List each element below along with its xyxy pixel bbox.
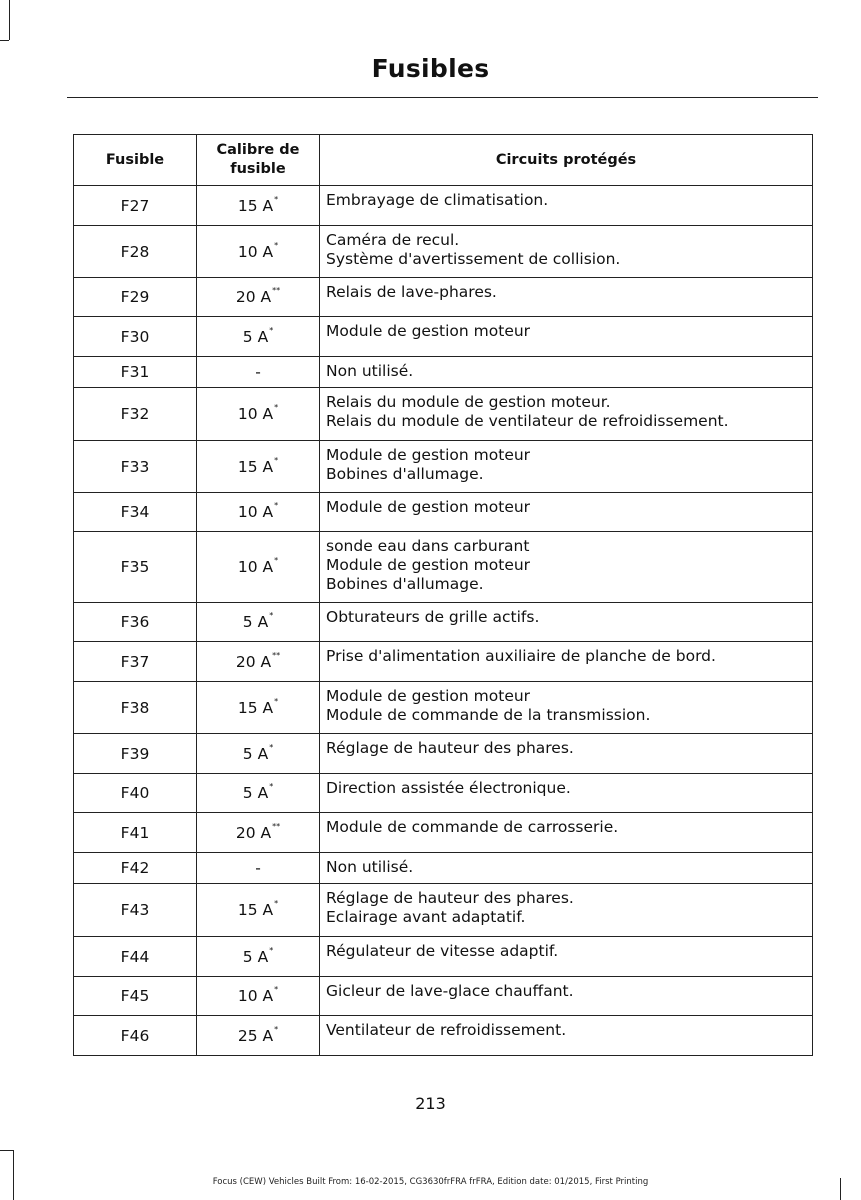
fuse-id: F42 xyxy=(74,853,197,884)
rating-footnote-mark: * xyxy=(274,556,279,565)
fuse-id: F41 xyxy=(74,813,197,853)
crop-mark-top-left xyxy=(9,0,10,40)
crop-mark-top-left xyxy=(0,40,9,41)
fuse-rating: 15 A xyxy=(237,196,274,215)
fuse-rating-cell xyxy=(197,937,320,977)
fuse-rating: 10 A xyxy=(237,987,274,1005)
protected-circuits: Module de commande de carrosserie. xyxy=(320,813,813,853)
table-row xyxy=(74,884,813,937)
table-row xyxy=(74,226,813,278)
fuse-id: F27 xyxy=(74,186,197,226)
crop-mark-bottom-left xyxy=(13,1150,14,1200)
fuse-id: F36 xyxy=(74,603,197,642)
protected-circuits: Non utilisé. xyxy=(320,357,813,388)
fuse-rating-cell xyxy=(197,977,320,1016)
fuse-id: F35 xyxy=(74,532,197,603)
protected-circuits: Réglage de hauteur des phares. xyxy=(320,734,813,774)
fuse-rating: 15 A xyxy=(237,698,274,717)
table-row xyxy=(74,603,813,642)
table-row xyxy=(74,813,813,853)
fuse-rating-cell xyxy=(197,317,320,357)
fuse-rating: 20 A xyxy=(235,823,272,842)
fuse-rating: 5 A xyxy=(242,327,269,346)
fuse-id: F38 xyxy=(74,682,197,734)
fuse-rating: 20 A xyxy=(235,652,272,671)
fuse-rating-cell xyxy=(197,853,320,884)
rating-footnote-mark: * xyxy=(274,696,279,706)
fuse-id: F45 xyxy=(74,977,197,1016)
fuse-rating: 15 A xyxy=(237,457,274,476)
fuse-rating-cell xyxy=(197,186,320,226)
fuse-rating: 5 A xyxy=(242,947,269,966)
table-row xyxy=(74,734,813,774)
protected-circuits: Module de gestion moteur Module de commande de la transmission. xyxy=(320,682,813,734)
rating-footnote-mark: * xyxy=(274,1024,279,1034)
table-row xyxy=(74,388,813,441)
table-row xyxy=(74,441,813,493)
fuse-rating-cell xyxy=(197,682,320,734)
table-row xyxy=(74,774,813,813)
protected-circuits: Embrayage de climatisation. xyxy=(320,186,813,226)
fuse-rating: - xyxy=(255,363,261,381)
rating-footnote-mark: ** xyxy=(272,650,281,660)
fuse-id: F33 xyxy=(74,441,197,493)
fuse-id: F43 xyxy=(74,884,197,937)
table-row xyxy=(74,977,813,1016)
fuse-rating: 10 A xyxy=(237,242,274,261)
fuse-rating: 5 A xyxy=(242,613,269,631)
fuse-id: F40 xyxy=(74,774,197,813)
fuse-rating-cell xyxy=(197,734,320,774)
table-row xyxy=(74,317,813,357)
rating-footnote-mark: * xyxy=(274,985,279,994)
fuse-rating: 5 A xyxy=(242,744,269,763)
rating-footnote-mark: * xyxy=(269,782,274,791)
fuse-rating-cell xyxy=(197,388,320,441)
rating-footnote-mark: * xyxy=(274,403,279,412)
protected-circuits: Ventilateur de refroidissement. xyxy=(320,1016,813,1056)
table-row xyxy=(74,493,813,532)
fuse-id: F39 xyxy=(74,734,197,774)
table-row xyxy=(74,186,813,226)
crop-mark-bottom-left xyxy=(0,1150,13,1151)
table-row xyxy=(74,937,813,977)
fuse-id: F46 xyxy=(74,1016,197,1056)
fuse-rating: 20 A xyxy=(235,288,272,306)
header-circuits: Circuits protégés xyxy=(320,135,813,186)
fuse-rating-cell xyxy=(197,813,320,853)
protected-circuits: Régulateur de vitesse adaptif. xyxy=(320,937,813,977)
page-title: Fusibles xyxy=(371,54,490,83)
fuse-id: F29 xyxy=(74,278,197,317)
fuse-id: F32 xyxy=(74,388,197,441)
fuse-rating-cell xyxy=(197,884,320,937)
footer-text: Focus (CEW) Vehicles Built From: 16-02-2015, CG3630frFRA frFRA, Edition date: 01/2015, First Printing xyxy=(212,1177,649,1187)
protected-circuits: Module de gestion moteur Bobines d'allumage. xyxy=(320,441,813,493)
fuse-id: F28 xyxy=(74,226,197,278)
rating-footnote-mark: * xyxy=(274,194,279,204)
fuse-table xyxy=(73,134,813,1056)
protected-circuits: Module de gestion moteur xyxy=(320,317,813,357)
fuse-rating-cell xyxy=(197,278,320,317)
protected-circuits: Obturateurs de grille actifs. xyxy=(320,603,813,642)
rating-footnote-mark: ** xyxy=(272,821,281,831)
fuse-rating-cell xyxy=(197,642,320,682)
fuse-rating: 10 A xyxy=(237,503,274,521)
title-divider xyxy=(67,97,818,98)
protected-circuits: Relais du module de gestion moteur. Relais du module de ventilateur de refroidissement. xyxy=(320,388,813,441)
fuse-rating-cell xyxy=(197,357,320,388)
fuse-id: F31 xyxy=(74,357,197,388)
table-row xyxy=(74,853,813,884)
rating-footnote-mark: * xyxy=(274,455,279,465)
header-rating: Calibre de fusible xyxy=(197,135,320,186)
fuse-rating-cell xyxy=(197,603,320,642)
protected-circuits: Réglage de hauteur des phares. Eclairage avant adaptatif. xyxy=(320,884,813,937)
fuse-rating-cell xyxy=(197,226,320,278)
fuse-rating-cell xyxy=(197,532,320,603)
fuse-id: F44 xyxy=(74,937,197,977)
table-header-row xyxy=(74,135,813,186)
fuse-rating-cell xyxy=(197,1016,320,1056)
page-number: 213 xyxy=(415,1094,446,1113)
fuse-rating: 25 A xyxy=(237,1026,274,1045)
rating-footnote-mark: * xyxy=(274,899,279,908)
table-row xyxy=(74,682,813,734)
protected-circuits: Direction assistée électronique. xyxy=(320,774,813,813)
rating-footnote-mark: * xyxy=(269,742,274,752)
protected-circuits: Caméra de recul. Système d'avertissement de collision. xyxy=(320,226,813,278)
fuse-table-body xyxy=(74,186,813,1056)
rating-footnote-mark: * xyxy=(269,325,274,335)
rating-footnote-mark: ** xyxy=(272,286,281,295)
protected-circuits: Non utilisé. xyxy=(320,853,813,884)
fuse-rating: 5 A xyxy=(242,784,269,802)
protected-circuits: Relais de lave-phares. xyxy=(320,278,813,317)
fuse-rating: 10 A xyxy=(237,405,274,423)
header-fuse: Fusible xyxy=(74,135,197,186)
fuse-rating-cell xyxy=(197,441,320,493)
rating-footnote-mark: * xyxy=(274,501,279,510)
rating-footnote-mark: * xyxy=(269,945,274,955)
rating-footnote-mark: * xyxy=(269,611,274,620)
fuse-rating: 10 A xyxy=(237,558,274,576)
table-row xyxy=(74,1016,813,1056)
protected-circuits: Prise d'alimentation auxiliaire de planche de bord. xyxy=(320,642,813,682)
protected-circuits: Gicleur de lave-glace chauffant. xyxy=(320,977,813,1016)
fuse-id: F37 xyxy=(74,642,197,682)
table-row xyxy=(74,532,813,603)
fuse-rating: - xyxy=(255,859,261,877)
fuse-rating-cell xyxy=(197,774,320,813)
table-row xyxy=(74,642,813,682)
protected-circuits: sonde eau dans carburant Module de gestion moteur Bobines d'allumage. xyxy=(320,532,813,603)
fuse-id: F30 xyxy=(74,317,197,357)
table-row xyxy=(74,278,813,317)
rating-footnote-mark: * xyxy=(274,240,279,250)
fuse-rating: 15 A xyxy=(237,901,274,919)
table-row xyxy=(74,357,813,388)
protected-circuits: Module de gestion moteur xyxy=(320,493,813,532)
fuse-id: F34 xyxy=(74,493,197,532)
fuse-rating-cell xyxy=(197,493,320,532)
